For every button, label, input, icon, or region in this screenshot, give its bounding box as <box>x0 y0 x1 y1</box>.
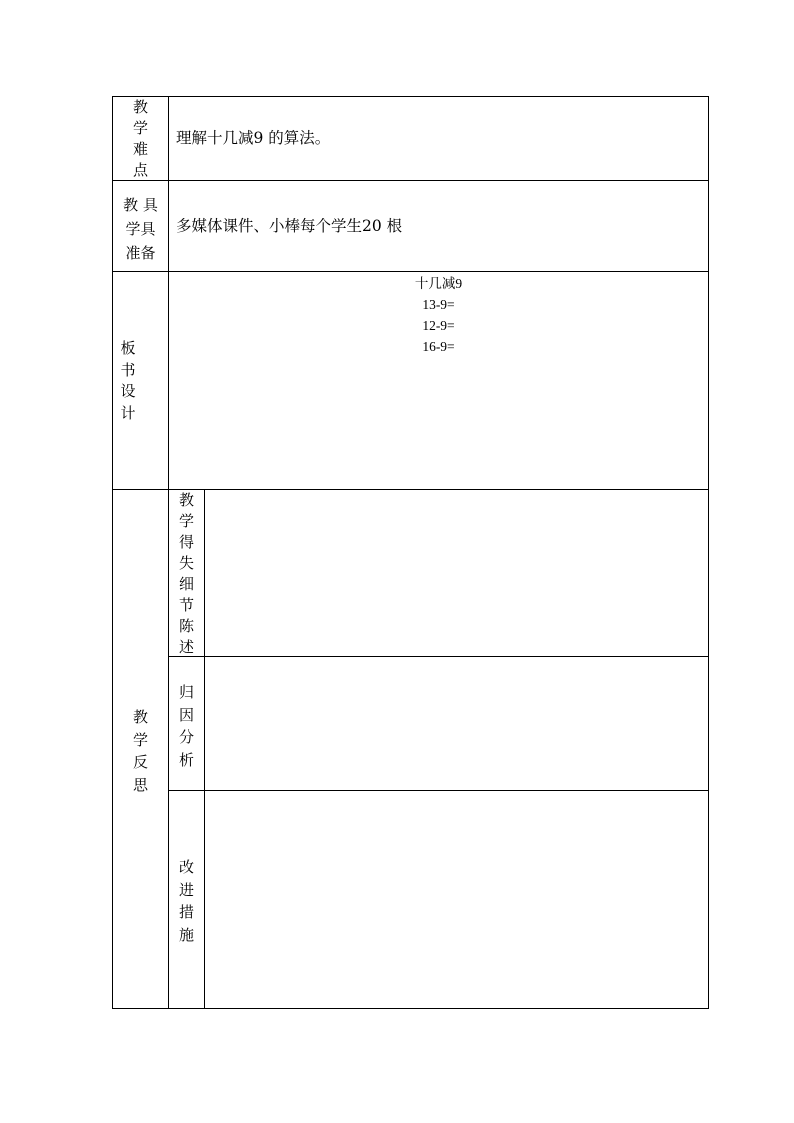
label-line: 学具 <box>125 220 156 238</box>
label-line: 教 <box>132 708 148 726</box>
subrow-divider <box>168 790 709 791</box>
materials-content: 多媒体课件、小棒每个学生20 根 <box>176 217 403 235</box>
board-line: 16-9= <box>422 339 455 354</box>
improvement-content <box>210 796 702 1001</box>
label-line: 计 <box>120 403 136 422</box>
label-line: 因 <box>178 705 194 724</box>
label-line: 板 <box>120 339 136 357</box>
row-divider <box>112 271 709 272</box>
reflection-label <box>113 706 168 794</box>
label-line: 教 <box>132 98 148 116</box>
label-line: 思 <box>132 775 148 794</box>
label-line: 教 <box>178 491 194 509</box>
subrow-divider <box>168 656 709 657</box>
table-border-right <box>708 96 709 1009</box>
label-line: 教 具 <box>123 196 158 214</box>
row-divider <box>112 180 709 181</box>
label-line: 归 <box>178 683 194 701</box>
cause-analysis-label <box>169 681 204 769</box>
label-line: 设 <box>120 382 136 400</box>
label-line: 述 <box>178 638 194 656</box>
label-line: 析 <box>178 750 194 769</box>
materials-label <box>113 193 168 263</box>
label-line: 改 <box>178 858 194 876</box>
label-line: 施 <box>178 925 194 944</box>
difficulty-content: 理解十几减9 的算法。 <box>176 129 331 147</box>
label-line: 失 <box>178 554 194 572</box>
board-design-content <box>169 273 708 363</box>
board-design-label <box>113 338 143 426</box>
label-line: 进 <box>178 880 194 899</box>
board-line: 12-9= <box>422 318 455 333</box>
label-line: 得 <box>178 533 194 551</box>
label-line: 学 <box>132 119 148 137</box>
details-label <box>169 490 204 656</box>
label-line: 难 <box>132 140 148 158</box>
board-title: 十几减9 <box>414 276 463 291</box>
details-content <box>210 495 702 650</box>
label-line: 措 <box>178 903 194 921</box>
label-line: 点 <box>132 161 148 179</box>
label-line: 学 <box>132 730 148 749</box>
label-line: 书 <box>120 360 136 379</box>
table-border-bottom <box>112 1008 709 1009</box>
label-line: 学 <box>178 512 194 530</box>
improvement-label <box>169 856 204 944</box>
label-line: 细 <box>178 575 194 593</box>
label-line: 陈 <box>178 617 194 635</box>
label-line: 反 <box>132 753 148 771</box>
cause-analysis-content <box>210 662 702 784</box>
difficulty-label <box>113 97 168 180</box>
table-border-top <box>112 96 709 97</box>
label-line: 准备 <box>125 244 156 262</box>
label-line: 节 <box>178 596 194 614</box>
board-line: 13-9= <box>422 297 455 312</box>
subcolumn-divider <box>204 489 205 1009</box>
label-line: 分 <box>178 728 194 746</box>
